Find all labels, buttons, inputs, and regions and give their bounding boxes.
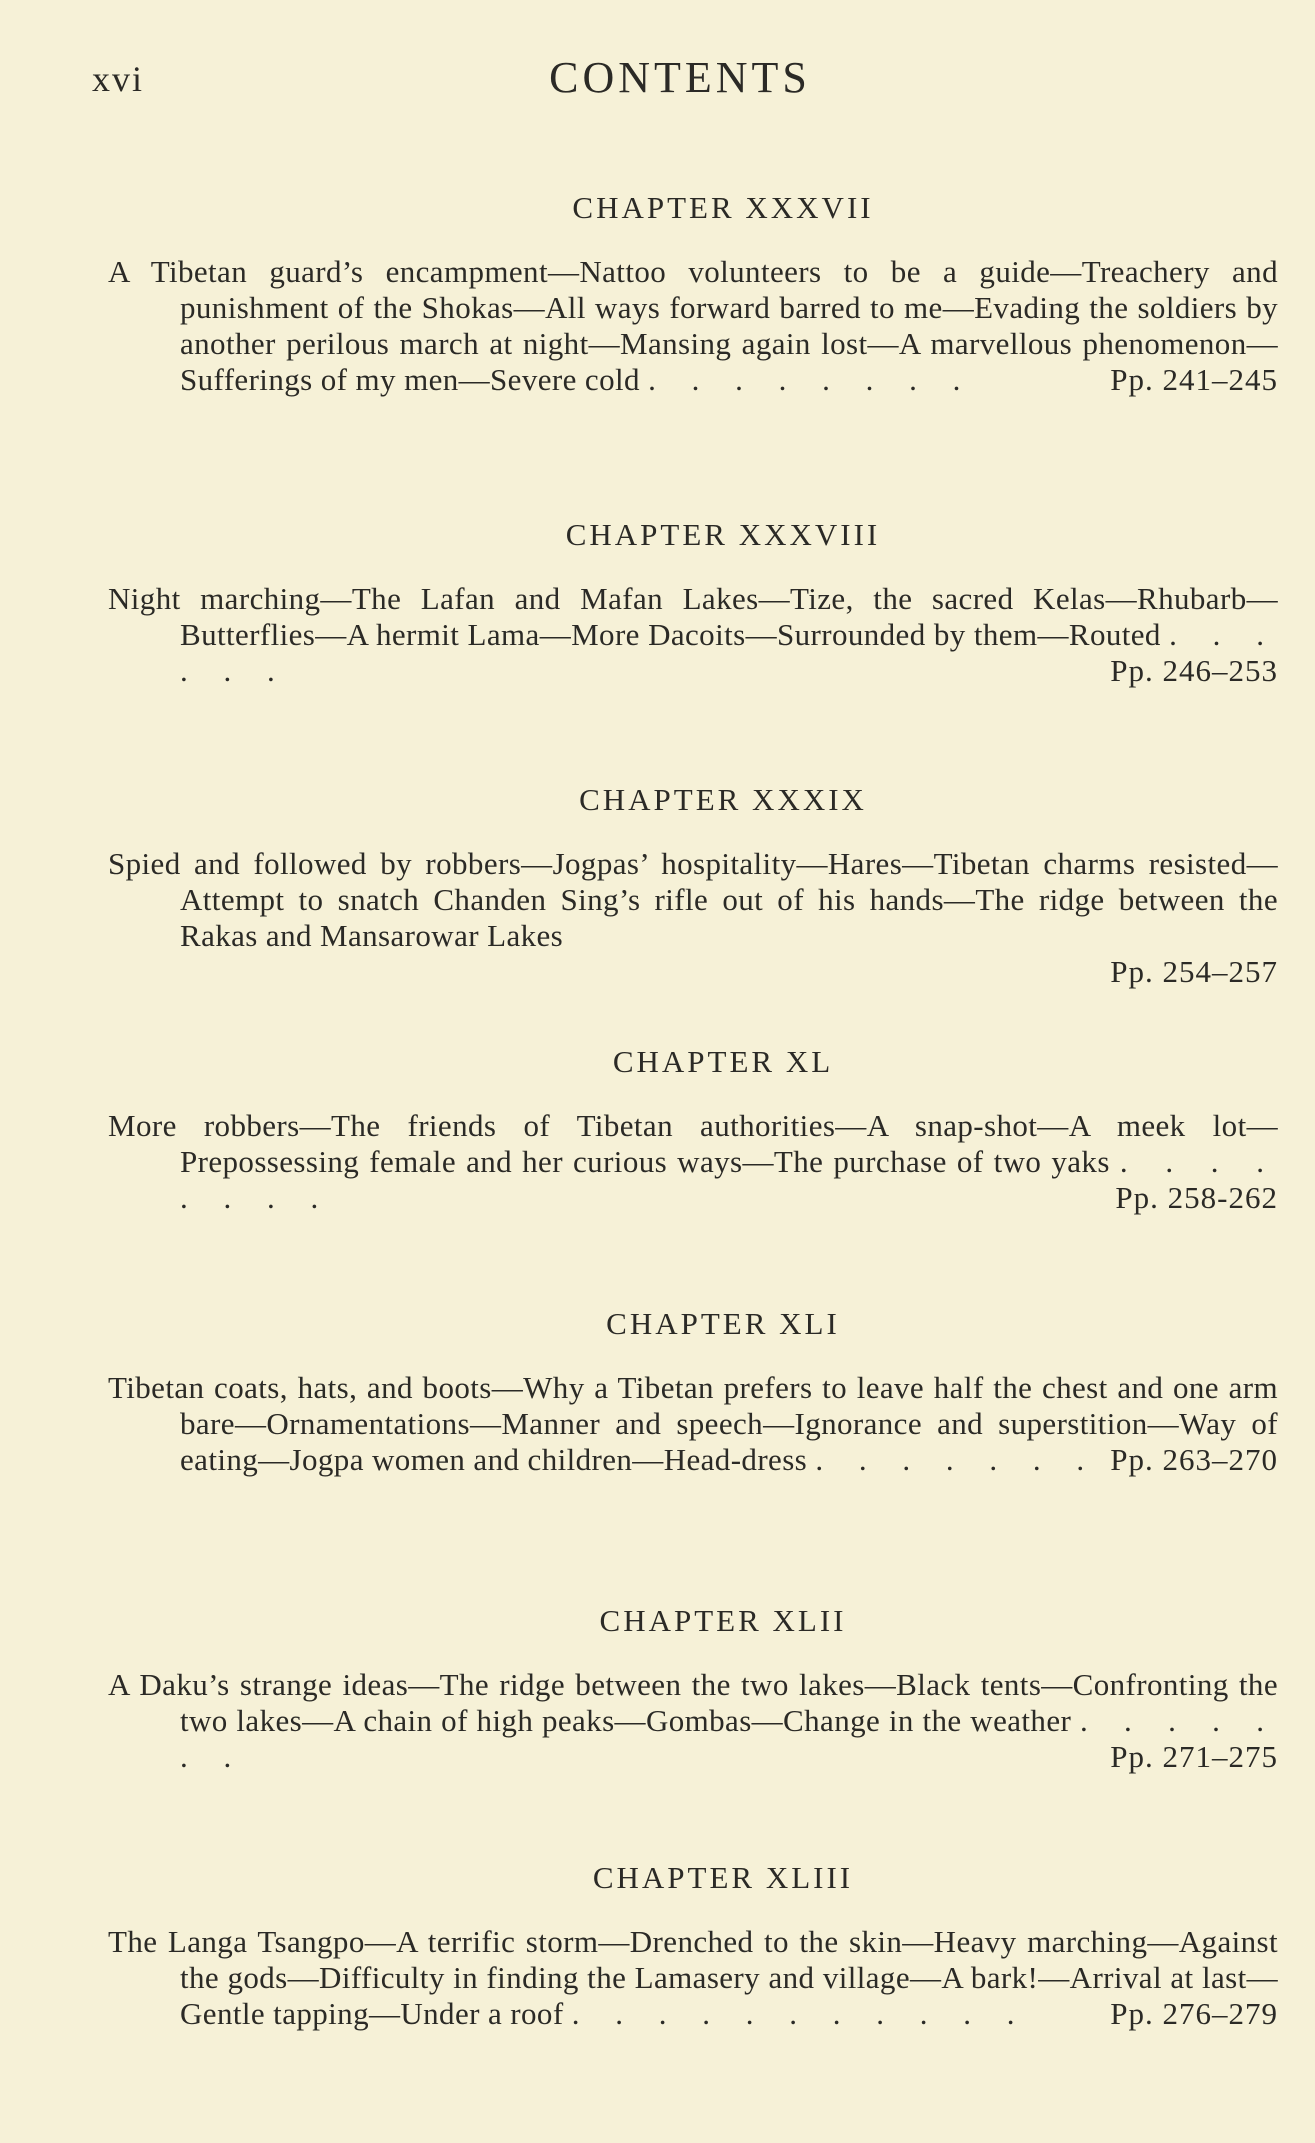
chapter-summary [108, 846, 1278, 954]
dot-leader: . . . . . . . [815, 1442, 1099, 1477]
dot-leader: . . . . . . . . [180, 1144, 1279, 1215]
summary-text: Tibetan coats, hats, and boots—Why a Tibetan prefers to leave half the chest and one arm bare—Ornamentations—Manner and speech—Ignorance and superstition—Way of eating—Jogpa women and children—Head-dress [108, 1370, 1278, 1477]
summary-text: Spied and followed by robbers—Jogpas’ hospitality—Hares—Tibetan charms resisted—Attempt to snatch Chanden Sing’s rifle out of his hands—The ridge between the Rakas and Mansarowar Lakes [108, 846, 1278, 953]
summary-text: A Daku’s strange ideas—The ridge between the two lakes—Black tents—Confronting the two lakes—A chain of high peaks—Gombas—Change in the weather [108, 1667, 1278, 1738]
chapter-heading: CHAPTER XXXVIII [565, 517, 881, 552]
chapter-heading: CHAPTER XLI [606, 1306, 840, 1341]
chapter-entry [108, 782, 1278, 990]
dot-leader: . . . . . . . [180, 1703, 1278, 1774]
chapter-summary [108, 581, 1278, 689]
summary-text: Night marching—The Lafan and Mafan Lakes—Tize, the sacred Kelas—Rhubarb—Butterflies—A hermit Lama—More Dacoits—Surrounded by them—Routed [108, 581, 1278, 652]
chapter-heading: CHAPTER XL [612, 1044, 834, 1079]
chapter-entry [108, 1306, 1278, 1478]
summary-text: More robbers—The friends of Tibetan authorities—A snap-shot—A meek lot—Prepossessing female and her curious ways—The purchase of two yaks [108, 1108, 1278, 1179]
summary-text: The Langa Tsangpo—A terrific storm—Drenched to the skin—Heavy marching—Against the gods—Difficulty in finding the Lamasery and village—A bark!—Arrival at last—Gentle tapping—Under a roof [108, 1924, 1278, 2031]
chapter-summary [108, 254, 1278, 398]
chapter-entry [108, 1044, 1278, 1216]
page-range: Pp. 276–279 [1110, 1996, 1278, 2031]
chapter-heading: CHAPTER XXXIX [579, 782, 867, 817]
chapter-entry [108, 190, 1278, 398]
page-range: Pp. 271–275 [1110, 1739, 1278, 1774]
dot-leader: . . . . . . [180, 617, 1278, 688]
summary-text: A Tibetan guard’s encampment—Nattoo volunteers to be a guide—Treachery and punishment of the Shokas—All ways forward barred to me—Evading the soldiers by another perilous march at night—Mansing again lost—A marvellous phenomenon—Sufferings of my men—Severe cold [108, 254, 1278, 397]
chapter-heading: CHAPTER XLII [599, 1603, 847, 1638]
page-range: Pp. 263–270 [1110, 1442, 1278, 1477]
chapter-summary [108, 1108, 1278, 1216]
dot-leader: . . . . . . . . [648, 362, 975, 397]
chapter-heading: CHAPTER XLIII [592, 1860, 854, 1895]
page-title: CONTENTS [549, 53, 811, 102]
page-range: Pp. 254–257 [1110, 954, 1278, 989]
page-range: Pp. 241–245 [1110, 362, 1278, 397]
chapter-entry [108, 1603, 1278, 1775]
chapter-summary [108, 1370, 1278, 1478]
page-range: Pp. 258-262 [1115, 1180, 1278, 1215]
chapter-heading: CHAPTER XXXVII [572, 190, 874, 225]
chapter-entry [108, 1860, 1278, 2032]
page-number: xvi [92, 59, 145, 99]
dot-leader: . . . . . . . . . . . [571, 1996, 1029, 2031]
chapter-entry [108, 517, 1278, 689]
chapter-summary [108, 1924, 1278, 2032]
chapter-summary [108, 1667, 1278, 1775]
page-range: Pp. 246–253 [1110, 653, 1278, 688]
